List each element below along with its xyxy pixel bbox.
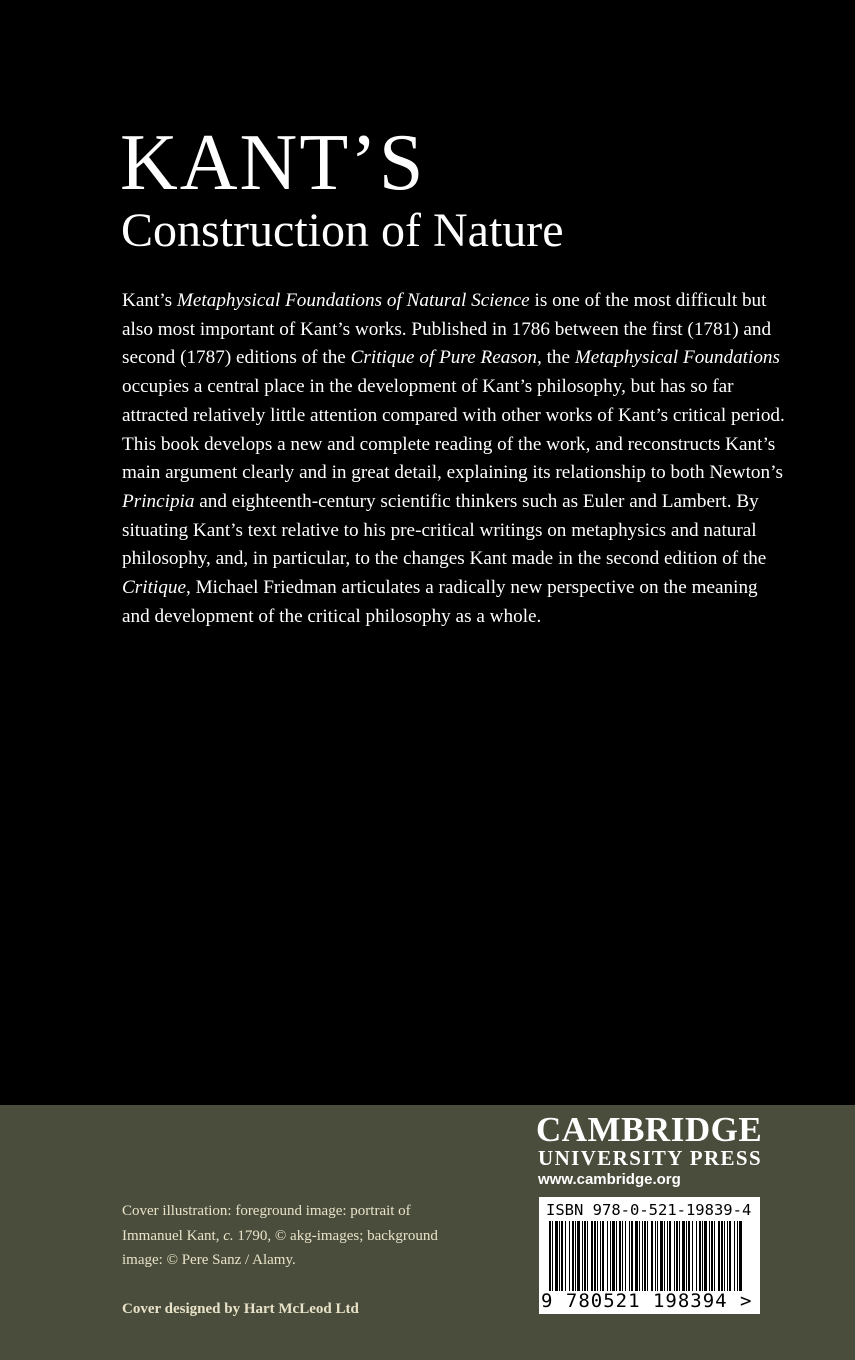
cover-designer-credit: Cover designed by Hart McLeod Ltd [122, 1301, 359, 1317]
cover-illustration-credit: Cover illustration: foreground image: portrait of Immanuel Kant, c. 1790, © akg-images; background image: © Pere Sanz / Alamy. [122, 1203, 438, 1268]
book-subtitle: Construction of Nature [121, 204, 564, 257]
isbn-number: ISBN 978-0-521-19839-4 [546, 1201, 752, 1219]
barcode-box [539, 1197, 760, 1314]
barcode-icon [545, 1221, 751, 1291]
publisher-logo-press: UNIVERSITY PRESS [538, 1146, 763, 1170]
publisher-logo-name: CAMBRIDGE [536, 1110, 763, 1149]
book-title: KANT’S [120, 119, 426, 207]
barcode-digits: 9 780521 198394 > [541, 1290, 753, 1312]
blurb-text: Kant’s Metaphysical Foundations of Natural Science is one of the most difficult but also most important of Kant’s works. Published in 1786 between the first (1781) and second (1787) editions of the Critique of Pure Reason, the Metaphysical Foundations occupies a central place in the development of Kant’s philosophy, but has so far attracted relatively little attention compared with other works of Kant’s critical period. This book develops a new and complete reading of the work, and reconstructs Kant’s main argument clearly and in great detail, explaining its relationship to both Newton’s Principia and eighteenth-century scientific thinkers such as Euler and Lambert. By situating Kant’s text relative to his pre-critical writings on metaphysics and natural philosophy, and, in particular, to the changes Kant made in the second edition of the Critique, Michael Friedman articulates a radically new perspective on the meaning and development of the critical philosophy as a whole. [122, 290, 785, 627]
publisher-url: www.cambridge.org [538, 1171, 681, 1188]
